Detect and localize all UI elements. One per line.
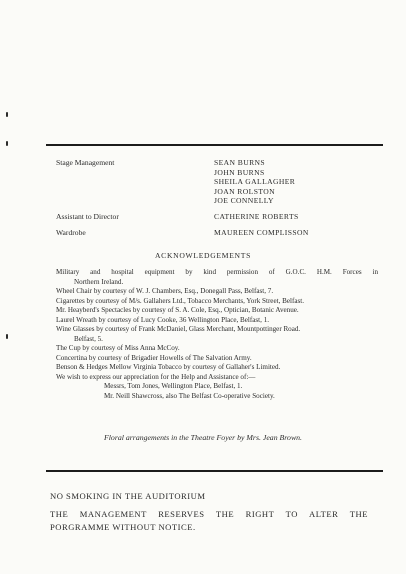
ack-item: Northern Ireland.: [74, 277, 124, 286]
ack-item: Wheel Chair by courtesy of W. J. Chambers, Esq., Donegall Pass, Belfast, 7.: [56, 287, 274, 295]
ack-item: Wine Glasses by courtesy of Frank McDaniel, Glass Merchant, Mountpottinger Road.: [56, 325, 301, 333]
crew-name: CATHERINE ROBERTS: [214, 211, 299, 221]
acknowledgements-list: [56, 268, 378, 401]
crew-name: JOE CONNELLY: [214, 196, 274, 206]
ack-item: Cigarettes by courtesy of M/s. Gallahers Ltd., Tobacco Merchants, York Street, Belfast.: [56, 296, 304, 305]
ack-item: Laurel Wreath by courtesy of Lucy Cooke, 36 Wellington Place, Belfast, 1.: [56, 315, 270, 324]
crew-name: SHEILA GALLAGHER: [214, 177, 296, 187]
crew-name: MAUREEN COMPLISSON: [214, 227, 309, 237]
crew-name: JOHN BURNS: [214, 167, 265, 177]
crew-name: JOAN ROLSTON: [214, 186, 275, 196]
ack-item: Benson & Hedges Mellow Virginia Tobacco by courtesy of Gallaher's Limited.: [56, 363, 281, 371]
top-divider-rule: [46, 144, 383, 146]
ack-item: Messrs, Tom Jones, Wellington Place, Belfast, 1.: [104, 382, 243, 390]
acknowledgements-heading: ACKNOWLEDGEMENTS: [155, 251, 251, 260]
no-smoking-notice: NO SMOKING IN THE AUDITORIUM: [50, 491, 206, 501]
crew-names: [214, 228, 376, 238]
crew-role: Wardrobe: [56, 227, 86, 237]
floral-credit: Floral arrangements in the Theatre Foyer by Mrs. Jean Brown.: [104, 433, 302, 442]
ack-item: Belfast, 5.: [74, 334, 103, 343]
binding-hole-mark: [6, 334, 8, 339]
ack-item: We wish to express our appreciation for the Help and Assistance of:—: [56, 372, 256, 381]
crew-role: Stage Management: [56, 158, 115, 167]
bottom-divider-rule: [46, 470, 383, 472]
ack-item: Mr. Neill Shawcross, also The Belfast Co-operative Society.: [104, 391, 275, 400]
crew-row-wardrobe: [56, 228, 376, 238]
ack-item: Military and hospital equipment by kind permission of G.O.C. H.M. Forces in: [56, 268, 378, 276]
management-notice-line: THE MANAGEMENT RESERVES THE RIGHT TO ALTER THE: [50, 509, 368, 520]
crew-names: [214, 158, 376, 206]
management-notice-line: PORGRAMME WITHOUT NOTICE.: [50, 522, 196, 533]
crew-list: [56, 158, 376, 243]
crew-names: [214, 212, 376, 222]
ack-item: The Cup by courtesy of Miss Anna McCoy.: [56, 344, 180, 352]
binding-hole-mark: [6, 112, 8, 117]
ack-item: Mr. Heayberd's Spectacles by courtesy of S. A. Cole, Esq., Optician, Botanic Avenue.: [56, 306, 299, 314]
crew-name: SEAN BURNS: [214, 158, 266, 167]
crew-role: Assistant to Director: [56, 211, 119, 221]
notices: [50, 490, 368, 535]
ack-item: Concertina by courtesy of Brigadier Howells of The Salvation Army.: [56, 353, 252, 362]
crew-row-stage-management: [56, 158, 376, 206]
binding-hole-mark: [6, 141, 8, 146]
crew-row-assistant-director: [56, 212, 376, 222]
